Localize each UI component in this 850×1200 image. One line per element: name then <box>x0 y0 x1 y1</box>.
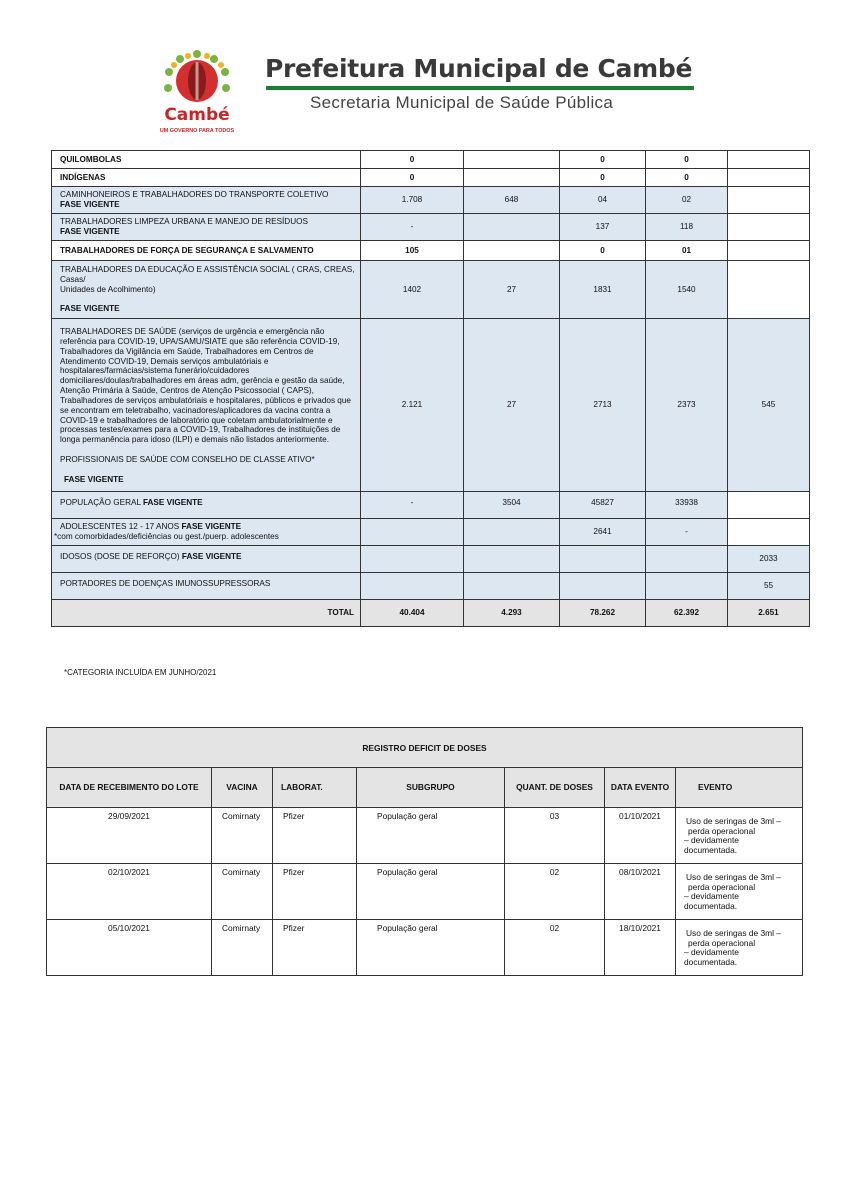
total-cell: 4.293 <box>464 600 560 627</box>
vaccination-table <box>51 150 810 627</box>
deficit-table <box>46 727 803 976</box>
column-header: DATA EVENTO <box>605 768 676 808</box>
deficit-title-row <box>47 728 803 768</box>
column-header: LABORAT. <box>273 768 357 808</box>
total-row <box>52 600 810 627</box>
value-cell: 1540 <box>646 261 728 319</box>
evento-line: Uso de seringas de 3ml – <box>686 928 781 938</box>
category-cell: QUILOMBOLAS <box>52 151 361 169</box>
table-row <box>52 169 810 187</box>
laborat-cell: Pfizer <box>273 920 357 976</box>
value-cell <box>464 151 560 169</box>
page-subtitle: Secretaria Municipal de Saúde Pública <box>310 93 614 112</box>
category-label-line2: Unidades de Acolhimento) <box>60 284 156 294</box>
value-cell: 105 <box>361 241 464 261</box>
category-label: TRABALHADORES DE SAÚDE (serviços de urgência e emergência não referência para COVID-19, UPA/SAMU/SIATE que são referência COVID-19, Trabalhadores da Vigilância em Saúde, Trabalhadores em Centros de Atendimento COVID-19, Demais serviços ambulatóriais e hospitalares/farmácias/sistema funerário/cuidadores domiciliares/doulas/trabalhadores em áreas adm, gerência e gestão da saúde, Atenção Primária à Saúde, Centros de Atenção Psicossocial ( CAPS), Trabalhadores de serviços ambulatóriais e hospitalares, públicos e privados que se encontram em teletrabalho, vacinadores/aplicadores da vacina contra a COVID-19 e trabalhadores de laboratório que coletam ambulatorialmente e processas testes/exames para a COVID-19, Trabalhadores de instituições de longa permanência para idoso (ILPI) e demais não listados anteriormente. <box>60 327 351 445</box>
value-cell <box>464 573 560 600</box>
table-row <box>52 261 810 319</box>
value-cell: - <box>361 492 464 519</box>
vacina-cell: Comirnaty <box>212 808 273 864</box>
data-evento-cell: 01/10/2021 <box>605 808 676 864</box>
evento-line: perda operacional <box>688 825 756 836</box>
evento-line: perda operacional <box>688 937 756 948</box>
page-title: Prefeitura Municipal de Cambé <box>265 54 693 83</box>
value-cell: 1831 <box>560 261 646 319</box>
evento-line: – devidamente <box>684 947 739 958</box>
value-cell: 0 <box>560 151 646 169</box>
value-cell <box>464 214 560 241</box>
column-header: DATA DE RECEBIMENTO DO LOTE <box>47 768 212 808</box>
evento-line: Uso de seringas de 3ml – <box>686 872 781 882</box>
value-cell: 2033 <box>728 546 810 573</box>
category-label: TRABALHADORES LIMPEZA URBANA E MANEJO DE RESÍDUOS <box>60 217 308 227</box>
value-cell: 0 <box>646 151 728 169</box>
column-header: SUBGRUPO <box>357 768 505 808</box>
evento-line: documentada. <box>684 956 738 967</box>
table-row <box>52 319 810 492</box>
value-cell <box>560 546 646 573</box>
value-cell: 2373 <box>646 319 728 492</box>
evento-line: documentada. <box>684 900 738 911</box>
svg-text:Cambé: Cambé <box>164 105 230 125</box>
value-cell: 45827 <box>560 492 646 519</box>
category-note: *com comorbidades/deficiências ou gest./puerp. adolescentes <box>54 532 279 541</box>
quant-cell: 03 <box>505 808 605 864</box>
cambe-logo <box>150 48 245 138</box>
category-cell: INDÍGENAS <box>52 169 361 187</box>
table-row <box>52 151 810 169</box>
category-cell <box>52 492 361 519</box>
laborat-cell: Pfizer <box>273 864 357 920</box>
table-row <box>47 808 803 864</box>
phase-label: FASE VIGENTE <box>60 200 120 209</box>
value-cell: 2.121 <box>361 319 464 492</box>
value-cell <box>646 546 728 573</box>
evento-line: documentada. <box>684 844 738 855</box>
data-lote-cell: 02/10/2021 <box>47 864 212 920</box>
value-cell <box>728 492 810 519</box>
table-row <box>52 241 810 261</box>
header-divider <box>266 86 694 90</box>
value-cell: 01 <box>646 241 728 261</box>
value-cell: 0 <box>361 151 464 169</box>
value-cell: 1.708 <box>361 187 464 214</box>
category-label: IDOSOS (DOSE DE REFORÇO) <box>60 552 180 561</box>
evento-line: Uso de seringas de 3ml – <box>686 816 781 826</box>
value-cell <box>728 519 810 546</box>
value-cell: 33938 <box>646 492 728 519</box>
phase-label: FASE VIGENTE <box>181 552 242 561</box>
footnote: *CATEGORIA INCLUÍDA EM JUNHO/2021 <box>64 668 217 677</box>
category-cell <box>52 519 361 546</box>
svg-text:UM GOVERNO PARA TODOS: UM GOVERNO PARA TODOS <box>159 128 235 134</box>
table-row <box>47 920 803 976</box>
laborat-cell: Pfizer <box>273 808 357 864</box>
value-cell <box>361 519 464 546</box>
logo-graphic <box>150 48 245 138</box>
data-lote-cell: 05/10/2021 <box>47 920 212 976</box>
evento-cell <box>676 864 803 920</box>
value-cell: 0 <box>560 241 646 261</box>
value-cell: 55 <box>728 573 810 600</box>
evento-cell <box>676 808 803 864</box>
value-cell: 27 <box>464 261 560 319</box>
value-cell: 27 <box>464 319 560 492</box>
table-row <box>52 546 810 573</box>
value-cell <box>464 169 560 187</box>
table-row <box>52 492 810 519</box>
vacina-cell: Comirnaty <box>212 920 273 976</box>
quant-cell: 02 <box>505 920 605 976</box>
total-label: TOTAL <box>52 600 361 627</box>
value-cell <box>728 187 810 214</box>
subgrupo-cell: População geral <box>357 864 505 920</box>
category-cell <box>52 214 361 241</box>
total-cell: 40.404 <box>361 600 464 627</box>
table-row <box>47 864 803 920</box>
category-label-line2: PROFISSIONAIS DE SAÚDE COM CONSELHO DE CLASSE ATIVO* <box>60 455 315 465</box>
value-cell: - <box>646 519 728 546</box>
evento-line: – devidamente <box>684 891 739 902</box>
value-cell <box>728 169 810 187</box>
evento-line: – devidamente <box>684 835 739 846</box>
value-cell: 04 <box>560 187 646 214</box>
column-header: VACINA <box>212 768 273 808</box>
category-cell <box>52 546 361 573</box>
category-cell: PORTADORES DE DOENÇAS IMUNOSSUPRESSORAS <box>52 573 361 600</box>
value-cell <box>728 261 810 319</box>
category-label: TRABALHADORES DA EDUCAÇÃO E ASSISTÊNCIA SOCIAL ( CRAS, CREAS, Casas/ <box>60 264 355 284</box>
evento-line: perda operacional <box>688 881 756 892</box>
category-cell: TRABALHADORES DE FORÇA DE SEGURANÇA E SALVAMENTO <box>52 241 361 261</box>
total-cell: 62.392 <box>646 600 728 627</box>
value-cell: 137 <box>560 214 646 241</box>
category-cell <box>52 319 361 492</box>
deficit-header-row <box>47 768 803 808</box>
data-evento-cell: 18/10/2021 <box>605 920 676 976</box>
category-label: CAMINHONEIROS E TRABALHADORES DO TRANSPORTE COLETIVO <box>60 190 329 200</box>
subgrupo-cell: População geral <box>357 920 505 976</box>
value-cell <box>464 546 560 573</box>
vacina-cell: Comirnaty <box>212 864 273 920</box>
table-row <box>52 214 810 241</box>
column-header: QUANT. DE DOSES <box>505 768 605 808</box>
total-cell: 78.262 <box>560 600 646 627</box>
deficit-title: REGISTRO DEFICIT DE DOSES <box>47 728 803 768</box>
value-cell: 545 <box>728 319 810 492</box>
value-cell <box>560 573 646 600</box>
value-cell: 0 <box>560 169 646 187</box>
value-cell: 118 <box>646 214 728 241</box>
value-cell: 3504 <box>464 492 560 519</box>
value-cell: - <box>361 214 464 241</box>
category-label: ADOLESCENTES 12 - 17 ANOS <box>60 522 180 532</box>
value-cell <box>361 546 464 573</box>
value-cell <box>361 573 464 600</box>
phase-label: FASE VIGENTE <box>64 474 124 484</box>
value-cell <box>646 573 728 600</box>
table-row <box>52 519 810 546</box>
table-row <box>52 187 810 214</box>
value-cell: 02 <box>646 187 728 214</box>
category-cell <box>52 261 361 319</box>
value-cell: 1402 <box>361 261 464 319</box>
phase-label: FASE VIGENTE <box>60 304 120 314</box>
value-cell: 2641 <box>560 519 646 546</box>
category-label: POPULAÇÃO GERAL <box>60 498 141 507</box>
value-cell <box>728 151 810 169</box>
category-label-wrap <box>54 522 357 532</box>
value-cell <box>728 214 810 241</box>
value-cell: 0 <box>646 169 728 187</box>
phase-label: FASE VIGENTE <box>60 227 120 236</box>
value-cell <box>464 241 560 261</box>
column-header: EVENTO <box>676 768 803 808</box>
value-cell <box>464 519 560 546</box>
value-cell: 2713 <box>560 319 646 492</box>
data-lote-cell: 29/09/2021 <box>47 808 212 864</box>
evento-cell <box>676 920 803 976</box>
value-cell <box>728 241 810 261</box>
value-cell: 648 <box>464 187 560 214</box>
quant-cell: 02 <box>505 864 605 920</box>
value-cell: 0 <box>361 169 464 187</box>
table-row <box>52 573 810 600</box>
data-evento-cell: 08/10/2021 <box>605 864 676 920</box>
phase-label: FASE VIGENTE <box>181 522 242 532</box>
phase-label: FASE VIGENTE <box>142 498 203 507</box>
category-cell <box>52 187 361 214</box>
subgrupo-cell: População geral <box>357 808 505 864</box>
total-cell: 2.651 <box>728 600 810 627</box>
